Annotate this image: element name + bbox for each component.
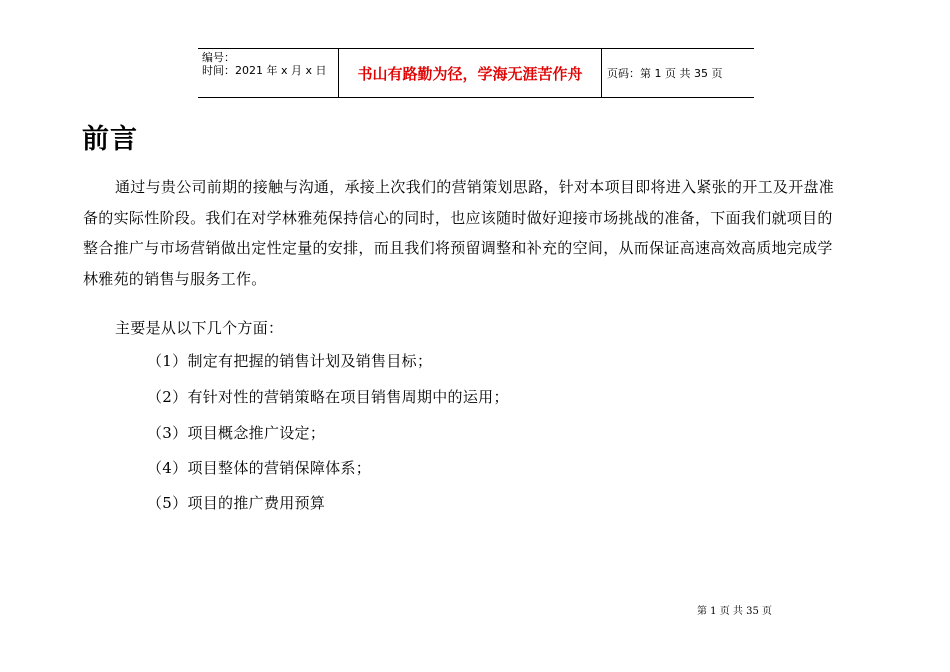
header-motto: 书山有路勤为径，学海无涯苦作舟	[339, 49, 602, 97]
header-meta-cell	[198, 49, 339, 97]
aspects-intro: 主要是从以下几个方面：	[115, 319, 284, 337]
header-table	[198, 48, 754, 98]
aspect-item: （3）项目概念推广设定；	[147, 424, 326, 442]
aspect-item: （5）项目的推广费用预算	[147, 494, 326, 512]
intro-line: 整合推广与市场营销做出定性定量的安排，而且我们将预留调整和补充的空间，从而保证高速高效高质地完成学	[83, 239, 833, 257]
page-footer: 第 1 页 共 35 页	[697, 606, 772, 617]
header-page-info: 页码：第 1 页 共 35 页	[607, 67, 723, 80]
aspect-item: （1）制定有把握的销售计划及销售目标；	[147, 352, 433, 370]
number-label: 编号：	[202, 51, 235, 64]
intro-line: 林雅苑的销售与服务工作。	[83, 269, 267, 288]
intro-line: 通过与贵公司前期的接触与沟通，承接上次我们的营销策划思路，针对本项目即将进入紧张的开工及开盘准	[115, 178, 835, 196]
intro-paragraph	[83, 172, 873, 294]
page-title: 前言	[82, 124, 138, 155]
aspect-item: （2）有针对性的营销策略在项目销售周期中的运用；	[147, 388, 509, 406]
aspect-item: （4）项目整体的营销保障体系；	[147, 459, 372, 477]
intro-line: 备的实际性阶段。我们在对学林雅苑保持信心的同时，也应该随时做好迎接市场挑战的准备，下面我们就项目的	[83, 208, 833, 227]
time-label: 时间：2021 年 x 月 x 日	[202, 64, 327, 77]
